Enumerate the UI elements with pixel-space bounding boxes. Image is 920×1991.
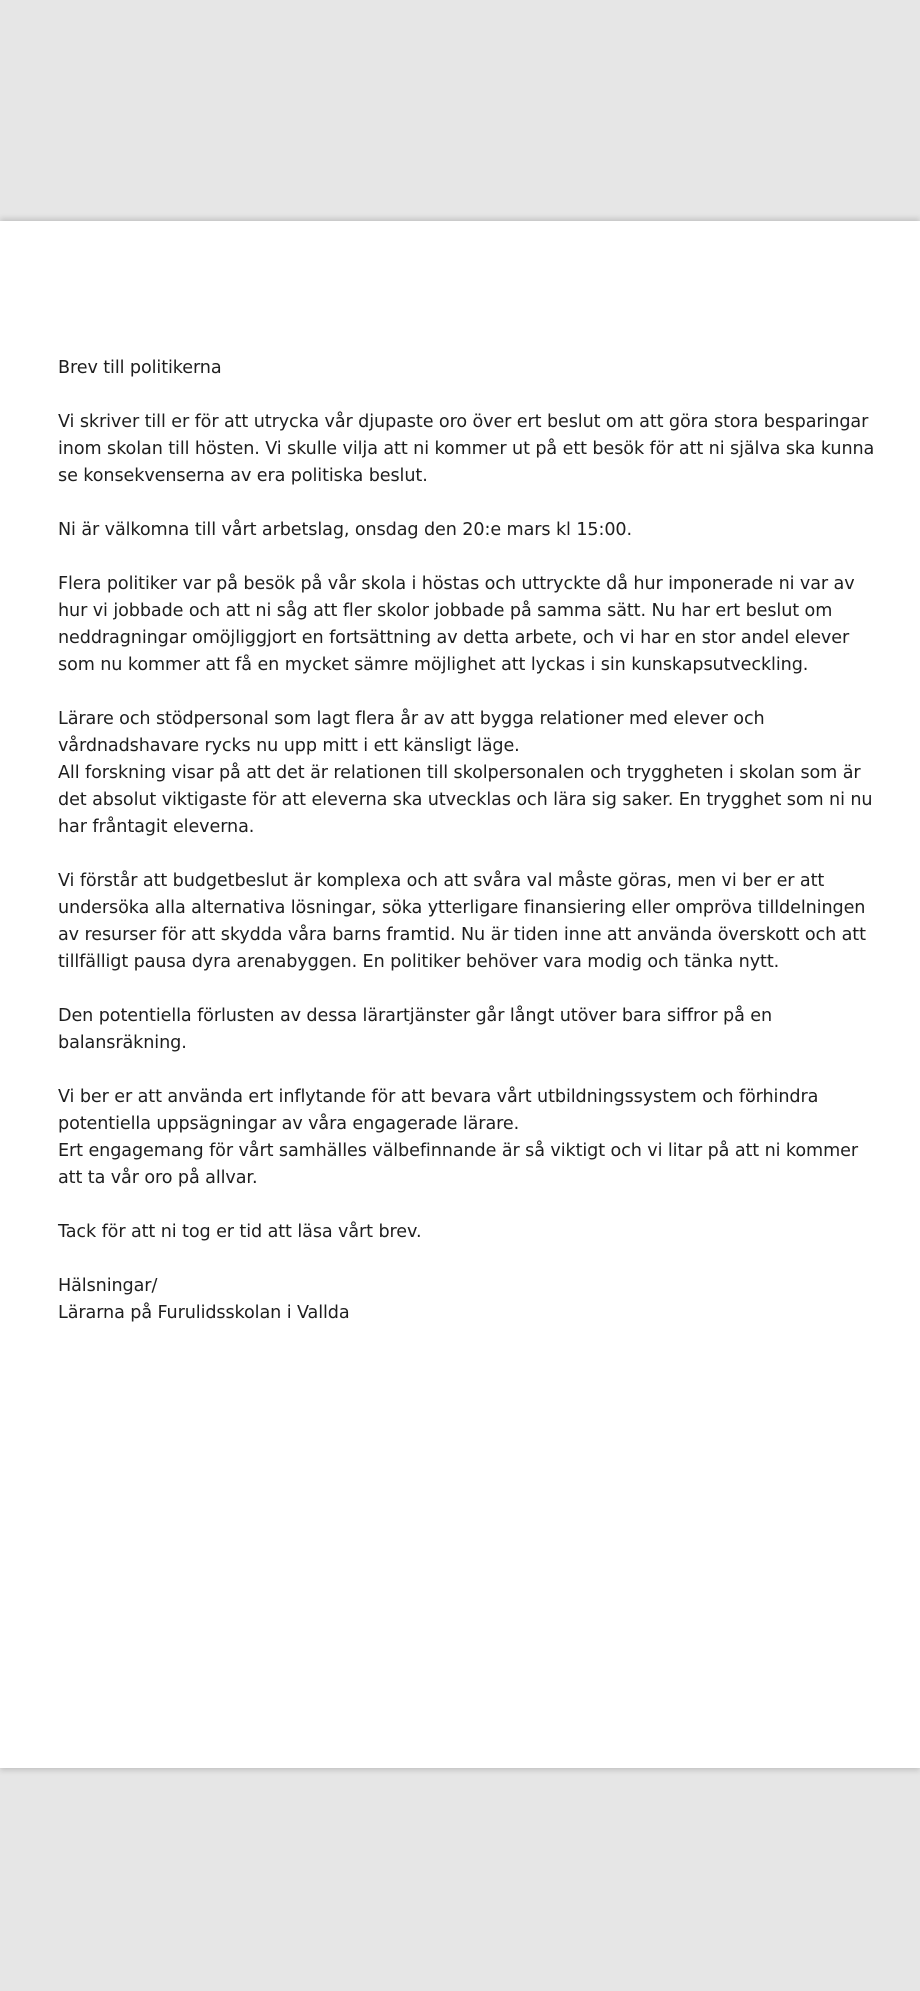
- letter-closing: Hälsningar/: [58, 1276, 158, 1296]
- paragraph-influence: Vi ber er att använda ert inflytande för att bevara vårt utbildningssystem och förhindra potentiella uppsägningar av våra engagerade lärare. Ert engagemang för vårt samhälles välbefinnande är så viktigt och vi litar på att ni kommer att ta vår oro på allvar.: [58, 1087, 858, 1188]
- paragraph-loss: Den potentiella förlusten av dessa lärartjänster går långt utöver bara siffror på en balansräkning.: [58, 1006, 773, 1053]
- paragraph-thanks: Tack för att ni tog er tid att läsa vårt brev.: [58, 1222, 422, 1242]
- document-page: [0, 221, 920, 1768]
- paragraph-budget: Vi förstår att budgetbeslut är komplexa och att svåra val måste göras, men vi ber er att undersöka alla alternativa lösningar, söka ytterligare finansiering eller ompröva tilldelningen av resurser för att skydda våra barns framtid. Nu är tiden inne att använda överskott och att tillfälligt pausa dyra arenabyggen. En politiker behöver vara modig och tänka nytt.: [58, 871, 866, 972]
- paragraph-concern: Vi skriver till er för att utrycka vår djupaste oro över ert beslut om att göra stora besparingar inom skolan till hösten. Vi skulle vilja att ni kommer ut på ett besök för att ni själva ska kunna se konsekvenserna av era politiska beslut.: [58, 412, 875, 486]
- letter-body: [58, 355, 894, 1327]
- paragraph-relations: Lärare och stödpersonal som lagt flera år av att bygga relationer med elever och vårdnadshavare rycks nu upp mitt i ett känsligt läge. All forskning visar på att det är relationen till skolpersonalen och tryggheten i skolan som är det absolut viktigaste för att eleverna ska utvecklas och lära sig saker. En trygghet som ni nu har fråntagit eleverna.: [58, 709, 873, 837]
- paragraph-invitation: Ni är välkomna till vårt arbetslag, onsdag den 20:e mars kl 15:00.: [58, 520, 633, 540]
- paragraph-visit: Flera politiker var på besök på vår skola i höstas och uttryckte då hur imponerade ni var av hur vi jobbade och att ni såg att fler skolor jobbade på samma sätt. Nu har ert beslut om neddragningar omöjliggjort en fortsättning av detta arbete, och vi har en stor andel elever som nu kommer att få en mycket sämre möjlighet att lyckas i sin kunskapsutveckling.: [58, 574, 855, 675]
- letter-signature: Lärarna på Furulidsskolan i Vallda: [58, 1303, 350, 1323]
- letter-title: Brev till politikerna: [58, 358, 222, 378]
